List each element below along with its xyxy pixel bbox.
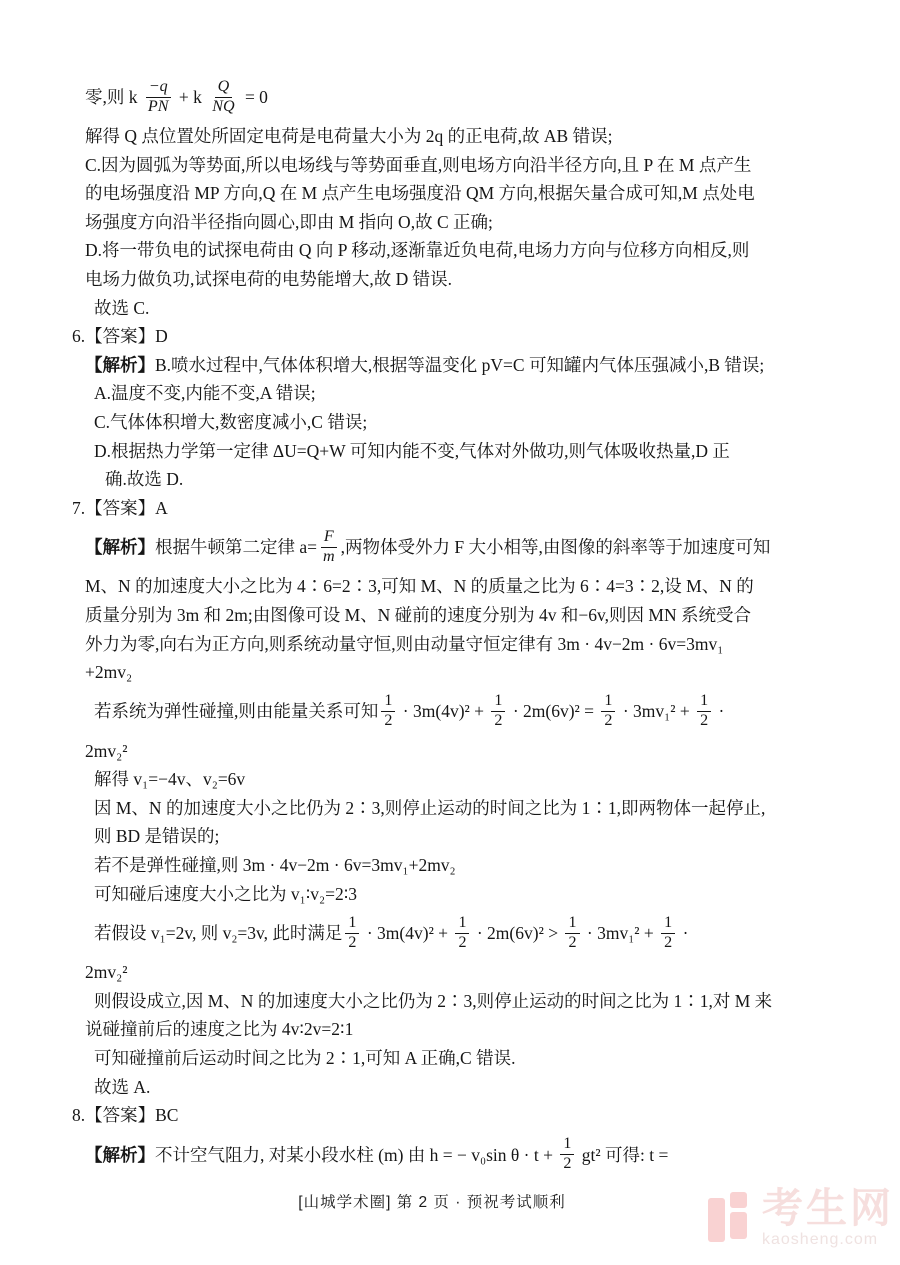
q7-number: 7. bbox=[72, 497, 86, 518]
q7-assume-formula-line: 若假设 v₁=2v, 则 v₂=3v, 此时满足 $\frac{1}{2}$ · 3m(4v)² + $\frac{1}{2}$ · 2m(6v)² > $\frac{1}{2}$ · 3mv₁² + $\frac{1}{2}$ · bbox=[94, 913, 693, 951]
q7-conclusion-line: 故选 A. bbox=[94, 1076, 151, 1097]
q8-answer-header bbox=[72, 1101, 830, 1130]
q6-conclusion-line: 确.故选 D. bbox=[105, 469, 184, 490]
half-fraction: $\frac{1}{2}$ bbox=[491, 692, 505, 731]
footer-text: [山城学术圈] 第 2 页 · 预祝考试顺利 bbox=[298, 1194, 566, 1211]
q7-text-line: 2mv₂² bbox=[85, 962, 128, 983]
q5-fraction-2: $\frac{Q}{NQ}$ bbox=[212, 77, 235, 115]
answer-label: 【答案】 bbox=[85, 326, 156, 347]
q7-text-line: 可知碰后速度大小之比为 v₁∶v₂=2∶3 bbox=[94, 883, 358, 904]
q8-answer: BC bbox=[155, 1105, 179, 1126]
q7-newton-formula-line: 【解析】 根据牛顿第二定律 a= $\frac{F}{m}$ ,两物体受外力 F 大小相等,由图像的斜率等于加速度可知 bbox=[85, 527, 771, 565]
half-fraction: $\frac{1}{2}$ bbox=[345, 914, 359, 953]
q7-text-line: 2mv₂² bbox=[85, 740, 128, 761]
q7-text-line: 则 BD 是错误的; bbox=[94, 826, 220, 847]
q8-formula-line: 【解析】 不计空气阻力, 对某小段水柱 (m) 由 h = − v₀sin θ · t + $\frac{1}{2}$ gt² 可得: t = bbox=[85, 1135, 669, 1173]
answer-label: 【答案】 bbox=[85, 497, 156, 518]
q7-text-line: 外力为零,向右为正方向,则系统动量守恒,则由动量守恒定律有 3m · 4v−2m · 6v=3mv₁ bbox=[85, 633, 724, 654]
q6-answer: D bbox=[155, 326, 168, 347]
q7-text-line: 则假设成立,因 M、N 的加速度大小之比仍为 2∶3,则停止运动的时间之比为 1∶1,对 M 来 bbox=[94, 990, 773, 1011]
half-fraction: $\frac{1}{2}$ bbox=[661, 914, 675, 953]
analysis-label: 【解析】 bbox=[85, 537, 155, 558]
logo-block bbox=[730, 1212, 747, 1239]
q5-text-line: D.将一带负电的试探电荷由 Q 向 P 移动,逐渐靠近负电荷,电场力方向与位移方向相反,则 bbox=[85, 240, 750, 261]
q5-conclusion-line: 故选 C. bbox=[94, 297, 150, 318]
q6-text-line: C.气体体积增大,数密度减小,C 错误; bbox=[94, 411, 368, 432]
q7-answer-header bbox=[72, 494, 830, 523]
q6-text-line: D.根据热力学第一定律 ΔU=Q+W 可知内能不变,气体对外做功,则气体吸收热量,D 正 bbox=[94, 440, 730, 461]
q7-fraction-F-m: $\frac{F}{m}$ bbox=[320, 528, 338, 567]
q8-number: 8. bbox=[72, 1105, 86, 1126]
q7-text-line: 解得 v₁=−4v、v₂=6v bbox=[94, 769, 246, 790]
logo-block bbox=[708, 1198, 725, 1242]
q7-text-line: M、N 的加速度大小之比为 4∶6=2∶3,可知 M、N 的质量之比为 6∶4=3∶2,设 M、N 的 bbox=[85, 576, 754, 597]
q7-text-line: 说碰撞前后的速度之比为 4v∶2v=2∶1 bbox=[85, 1019, 354, 1040]
q5-text-line: C.因为圆弧为等势面,所以电场线与等势面垂直,则电场方向沿半径方向,且 P 在 M 点产生 bbox=[85, 154, 752, 175]
kaosheng-logo-icon bbox=[708, 1192, 750, 1242]
q6-analysis-line: 【解析】B.喷水过程中,气体体积增大,根据等温变化 pV=C 可知罐内气体压强减小,B 错误; bbox=[85, 354, 765, 375]
half-fraction: $\frac{1}{2}$ bbox=[697, 692, 711, 731]
q5-formula-mid: + k bbox=[174, 86, 207, 107]
q5-text-line: 电场力做负功,试探电荷的电势能增大,故 D 错误. bbox=[85, 268, 453, 289]
q7-energy-formula-line: 若系统为弹性碰撞,则由能量关系可知 $\frac{1}{2}$ · 3m(4v)² + $\frac{1}{2}$ · 2m(6v)² = $\frac{1}{2}$ · 3mv₁² + $\frac{1}{2}$ · bbox=[94, 692, 729, 730]
q7-text-line: 因 M、N 的加速度大小之比仍为 2∶3,则停止运动的时间之比为 1∶1,即两物体一起停止, bbox=[94, 797, 766, 818]
watermark-zh: 考生网 bbox=[762, 1185, 894, 1232]
q6-text-line: A.温度不变,内能不变,A 错误; bbox=[94, 383, 316, 404]
half-fraction: $\frac{1}{2}$ bbox=[381, 692, 395, 731]
q7-answer: A bbox=[155, 497, 168, 518]
q7-text-line: +2mv₂ bbox=[85, 662, 133, 683]
logo-block bbox=[730, 1192, 747, 1208]
q5-fraction-1: $\frac{-q}{PN}$ bbox=[145, 78, 172, 117]
q5-formula-post: = 0 bbox=[240, 86, 268, 107]
q5-formula-pre: 零,则 k bbox=[85, 86, 142, 107]
watermark-text bbox=[762, 1185, 894, 1249]
q5-formula-line bbox=[85, 72, 830, 122]
half-fraction: $\frac{1}{2}$ bbox=[565, 914, 579, 953]
q6-answer-header bbox=[72, 322, 830, 351]
q5-text-line: 场强度方向沿半径指向圆心,即由 M 指向 O,故 C 正确; bbox=[85, 211, 493, 232]
q6-number: 6. bbox=[72, 326, 86, 347]
q7-text-line: 质量分别为 3m 和 2m;由图像可设 M、N 碰前的速度分别为 4v 和−6v,则因 MN 系统受合 bbox=[85, 604, 751, 625]
analysis-label: 【解析】 bbox=[85, 354, 155, 375]
q5-text-line: 的电场强度沿 MP 方向,Q 在 M 点产生电场强度沿 QM 方向,根据矢量合成可知,M 点处电 bbox=[85, 183, 755, 204]
analysis-label: 【解析】 bbox=[85, 1144, 155, 1165]
half-fraction: $\frac{1}{2}$ bbox=[560, 1135, 574, 1174]
half-fraction: $\frac{1}{2}$ bbox=[455, 914, 469, 953]
half-fraction: $\frac{1}{2}$ bbox=[601, 692, 615, 731]
kaosheng-watermark bbox=[708, 1185, 894, 1249]
answer-label: 【答案】 bbox=[85, 1105, 156, 1126]
q7-text-line: 若不是弹性碰撞,则 3m · 4v−2m · 6v=3mv₁+2mv₂ bbox=[94, 855, 456, 876]
watermark-en: kaosheng.com bbox=[762, 1231, 879, 1249]
q5-text-line: 解得 Q 点位置处所固定电荷是电荷量大小为 2q 的正电荷,故 AB 错误; bbox=[85, 126, 613, 146]
solution-content bbox=[72, 72, 830, 1180]
q7-text-line: 可知碰撞前后运动时间之比为 2∶1,可知 A 正确,C 错误. bbox=[94, 1048, 516, 1069]
